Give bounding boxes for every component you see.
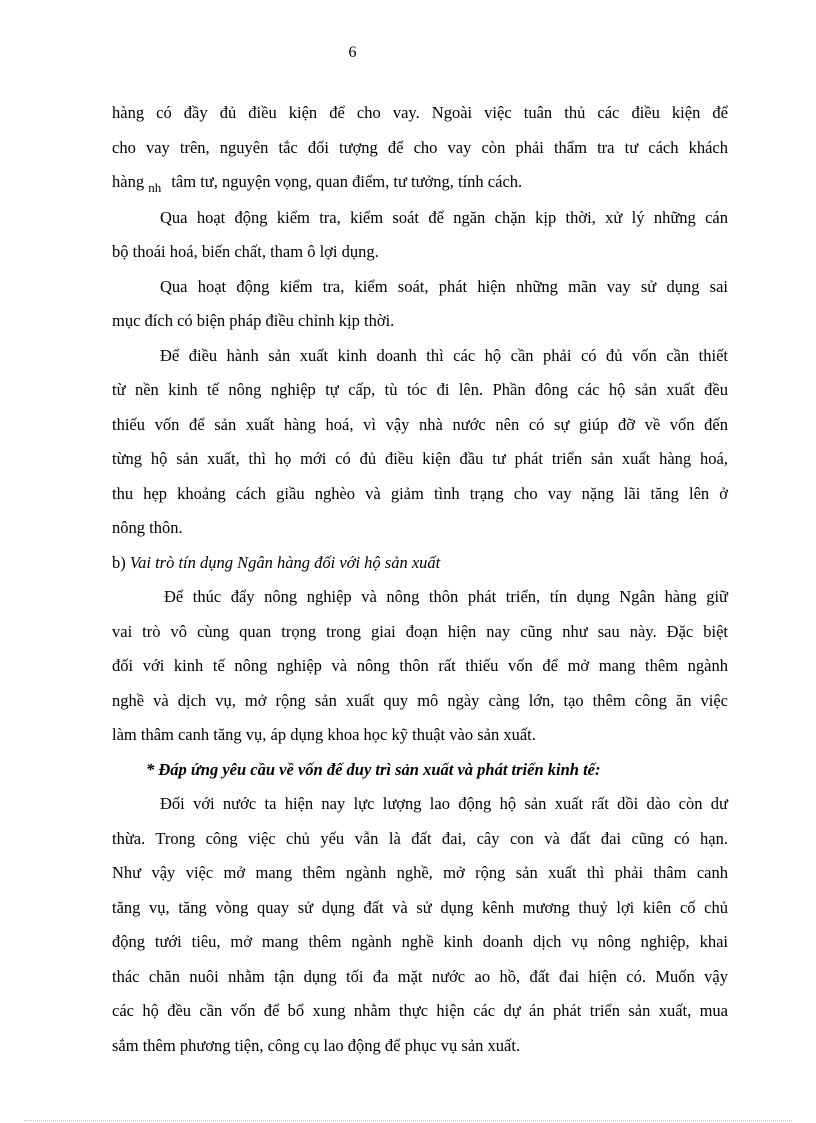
text-line: từng hộ sản xuất, thì họ mới có đủ điều kiện đầu tư phát triển sản xuất hàng hoá, <box>112 449 728 468</box>
paragraph-inspection <box>112 201 728 270</box>
text-fragment: hàng <box>112 172 145 191</box>
subscript-fragment: nh <box>148 180 162 195</box>
page-number: 6 <box>348 44 357 61</box>
section-prefix: b) <box>112 552 126 572</box>
text-line: thu hẹp khoảng cách giầu nghèo và giảm tình trạng cho vay nặng lãi tăng lên ở <box>112 483 728 503</box>
text-line: nông thôn. <box>112 518 183 537</box>
text-line: mục đích có biện pháp điều chỉnh kịp thời. <box>112 311 395 330</box>
paragraph-labor <box>112 787 728 1063</box>
text-line: các hộ đều cần vốn để bổ xung nhằm thực hiện các dự án phát triển sản xuất, mua <box>112 1001 728 1020</box>
bold-italic-heading: * Đáp ứng yêu cầu về vốn để duy trì sản xuất và phát triển kinh tế: <box>146 759 601 779</box>
text-line: Qua hoạt động kiểm tra, kiểm soát, phát hiện những mãn vay sử dụng sai <box>160 276 728 296</box>
text-line: sắm thêm phương tiện, công cụ lao động để phục vụ sản xuất. <box>112 1035 521 1055</box>
paragraph-role <box>112 580 728 753</box>
text-line: đối với kinh tế nông nghiệp và nông thôn rất thiếu vốn để mở mang thêm ngành <box>112 656 728 675</box>
section-title: Vai trò tín dụng Ngân hàng đối với hộ sản xuất <box>129 552 441 572</box>
text-line: thừa. Trong công việc chủ yếu vẫn là đất đai, cây con và đất đai cũng có hạn. <box>112 828 728 848</box>
text-line: Để điều hành sản xuất kinh doanh thì các hộ cần phải có đủ vốn cần thiết <box>160 345 728 365</box>
text-line: hàng có đầy đủ điều kiện để cho vay. Ngoài việc tuân thủ các điều kiện để <box>112 103 728 122</box>
text-line: từ nền kinh tế nông nghiệp tự cấp, tù tóc đi lên. Phần đông các hộ sản xuất đều <box>112 380 728 399</box>
text-line: bộ thoái hoá, biến chất, tham ô lợi dụng. <box>112 242 379 261</box>
paragraph-detection <box>112 270 728 339</box>
text-line: thác chăn nuôi nhằm tận dụng tối đa mặt nước ao hồ, đất đai hiện có. Muốn vậy <box>112 966 728 986</box>
text-line: làm thâm canh tăng vụ, áp dụng khoa học kỹ thuật vào sản xuất. <box>112 725 536 744</box>
text-fragment: tâm tư, nguyện vọng, quan điểm, tư tưởng, tính cách. <box>171 172 523 191</box>
text-line: Để thúc đẩy nông nghiệp và nông thôn phát triển, tín dụng Ngân hàng giữ <box>164 587 728 606</box>
paragraph-continuation <box>112 96 728 201</box>
text-line: tăng vụ, tăng vòng quay sử dụng đất và sử dụng kênh mương thuỷ lợi kiên cố chủ <box>112 897 728 917</box>
text-line: Đối với nước ta hiện nay lực lượng lao động hộ sản xuất rất dồi dào còn dư <box>160 794 728 813</box>
document-body <box>112 96 728 1063</box>
paragraph-capital <box>112 339 728 546</box>
text-line: động tưới tiêu, mở mang thêm ngành nghề kinh doanh dịch vụ nông nghiệp, khai <box>112 932 728 951</box>
text-line: Như vậy việc mở mang thêm ngành nghề, mở rộng sản xuất thì phải thâm canh <box>112 863 728 882</box>
text-line <box>112 165 728 201</box>
text-line: vai trò vô cùng quan trọng trong giai đoạn hiện nay cũng như sau này. Đặc biệt <box>112 621 728 641</box>
section-heading-b <box>112 546 728 581</box>
text-line: cho vay trên, nguyên tắc đối tượng để cho vay còn phải thẩm tra tư cách khách <box>112 137 728 157</box>
text-line: thiếu vốn để sản xuất hàng hoá, vì vậy nhà nước nên có sự giúp đỡ về vốn đến <box>112 414 728 434</box>
text-line: Qua hoạt động kiểm tra, kiểm soát để ngăn chặn kịp thời, xử lý những cán <box>160 207 728 227</box>
page-bottom-divider <box>24 1120 792 1121</box>
text-line: nghề và dịch vụ, mở rộng sản xuất quy mô ngày càng lớn, tạo thêm công ăn việc <box>112 690 728 710</box>
